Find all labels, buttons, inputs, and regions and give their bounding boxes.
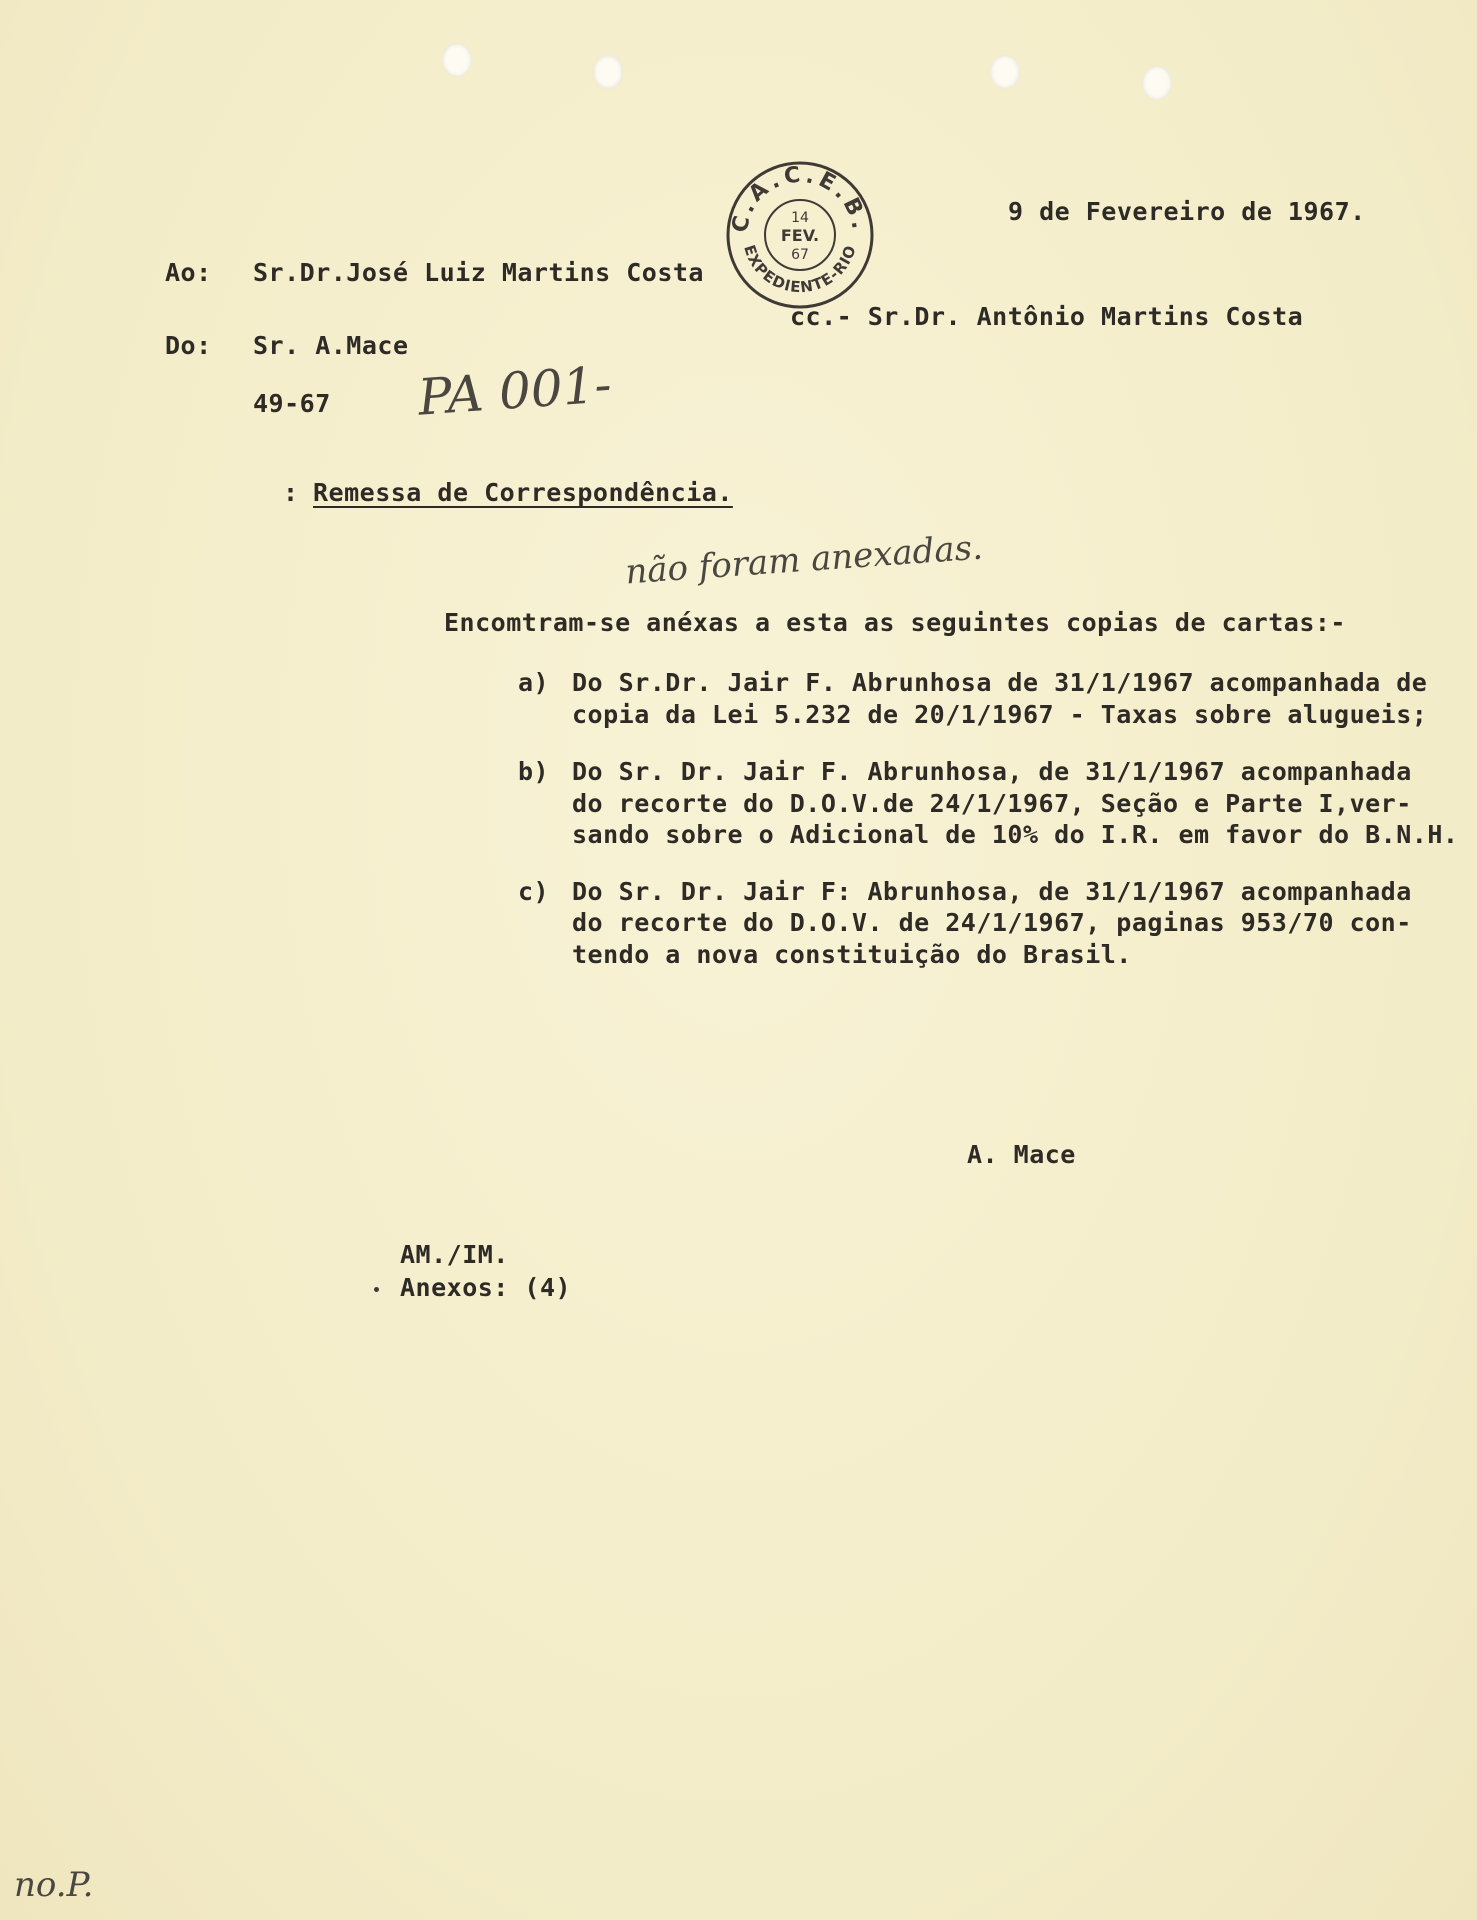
from-value: Sr. A.Mace [253,331,409,360]
punch-hole [990,55,1020,89]
stamp-org: C.A.C.E.B. [727,162,873,235]
postmark-stamp [725,160,875,310]
cc-line: cc.- Sr.Dr. Antônio Martins Costa [790,302,1304,331]
item-line: tendo a nova constituição do Brasil. [572,940,1132,969]
punch-hole [1142,66,1172,100]
item-line: Do Sr. Dr. Jair F. Abrunhosa, de 31/1/1967 acompanhada [572,757,1412,786]
stamp-day: 14 [791,210,809,226]
punch-hole [593,55,623,89]
item-line: do recorte do D.O.V. de 24/1/1967, paginas 953/70 con- [572,908,1412,937]
attachments-count: Anexos: (4) [400,1273,572,1302]
item-marker: b) [518,757,550,786]
typist-initials: AM./IM. [400,1240,509,1269]
signature: A. Mace [967,1140,1076,1169]
bullet-dot [374,1287,379,1292]
stamp-year: 67 [791,247,809,263]
letter-date: 9 de Fevereiro de 1967. [1008,197,1366,226]
to-value: Sr.Dr.José Luiz Martins Costa [253,258,704,287]
item-line: Do Sr. Dr. Jair F: Abrunhosa, de 31/1/1967 acompanhada [572,877,1412,906]
punch-hole [442,43,472,77]
item-line: sando sobre o Adicional de 10% do I.R. em favor do B.N.H. [572,820,1459,849]
handwritten-file-code: PA 001- [416,355,614,427]
item-line: Do Sr.Dr. Jair F. Abrunhosa de 31/1/1967 acompanhada de [572,668,1428,697]
item-line: do recorte do D.O.V.de 24/1/1967, Seção e Parte I,ver- [572,789,1412,818]
stamp-dept: EXPEDIENTE-RIO [740,242,860,297]
item-marker: c) [518,877,550,906]
intro-sentence: Encomtram-se anéxas a esta as seguintes copias de cartas:- [444,608,1346,637]
item-marker: a) [518,668,550,697]
handwritten-corner-note: no.P. [14,1865,94,1905]
reference-number: 49-67 [253,389,331,418]
subject-line: Remessa de Correspondência. [313,478,733,507]
to-label: Ao: [165,258,212,287]
item-line: copia da Lei 5.232 de 20/1/1967 - Taxas sobre alugueis; [572,700,1428,729]
handwritten-note: não foram anexadas. [624,527,985,593]
stamp-month: FEV. [780,226,820,245]
subject-colon: : [283,478,299,507]
from-label: Do: [165,331,212,360]
